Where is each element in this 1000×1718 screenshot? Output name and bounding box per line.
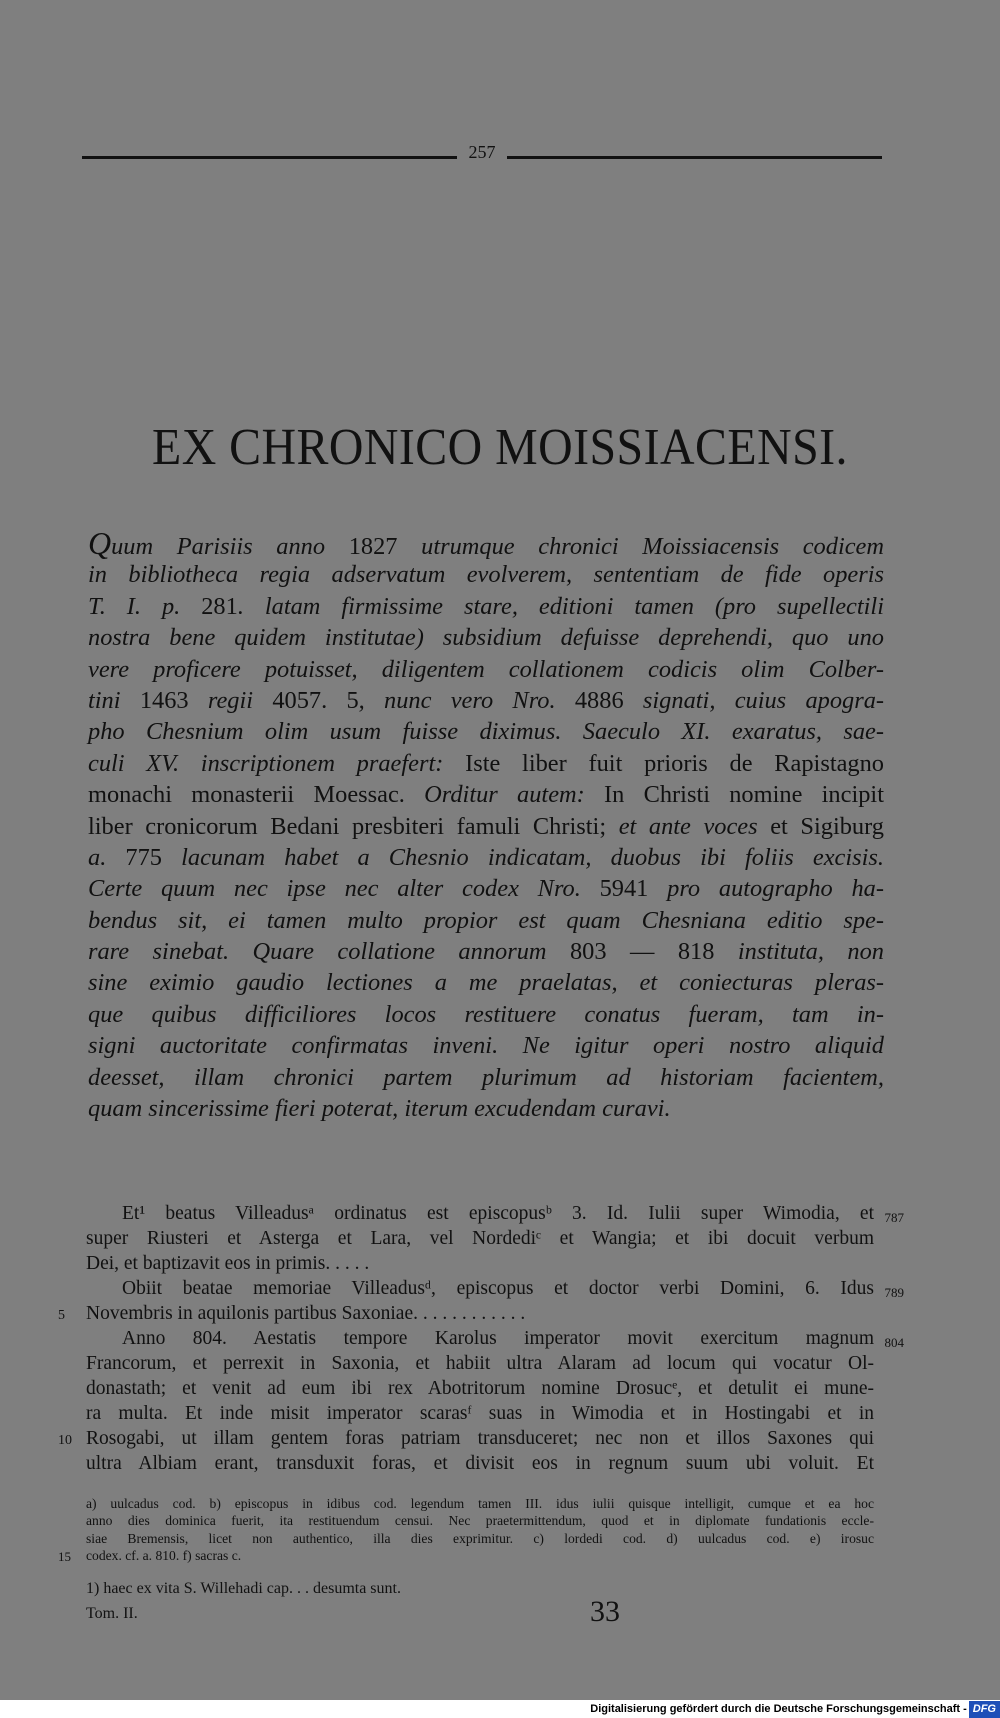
preface-segment: deesset, illam chronici partem plurimum ad historiam facientem,: [88, 1063, 884, 1091]
margin-year: 787: [884, 1210, 904, 1225]
chronicle-line: [58, 1451, 904, 1476]
chronicle-line: [58, 1401, 904, 1426]
preface-segment: 775: [125, 843, 162, 871]
initial-letter: Q: [88, 525, 112, 561]
preface-paragraph: [88, 525, 885, 1124]
chronicle-line: [58, 1276, 904, 1301]
page-title: EX CHRONICO MOISSIACENSI.: [152, 419, 848, 476]
preface-segment: 1463: [139, 686, 189, 714]
preface-line: [88, 873, 884, 904]
preface-segment: rare sinebat. Quare collatione annorum: [88, 938, 570, 966]
footnote-text: codex. cf. a. 810. f) sacras c.: [86, 1547, 242, 1563]
preface-segment: regii: [188, 686, 273, 714]
preface-segment: lacunam habet a Chesnio indicatam, duobus ibi foliis excisis.: [162, 843, 885, 871]
preface-segment: quam sincerissime fieri poterat, iterum excudendam curavi.: [88, 1095, 671, 1123]
preface-segment: et ante voces: [606, 812, 771, 840]
preface-segment: Certe quum nec ipse nec alter codex Nro.: [88, 875, 600, 903]
preface-segment: vere proficere potuisset, diligentem collationem codicis olim Colber-: [88, 655, 884, 683]
preface-line: [88, 905, 884, 936]
chronicle-text-line: ultra Albiam erant, transduxit foras, et divisit eos in regnum suum ubi voluit. Et: [86, 1453, 874, 1474]
dfg-logo: DFG: [969, 1701, 1000, 1718]
preface-segment: instituta, non: [714, 938, 885, 966]
chronicle-text-line: Francorum, et perrexit in Saxonia, et habiit ultra Alaram ad locum qui vocatur Ol-: [86, 1353, 874, 1374]
preface-segment: Iste liber fuit prioris de Rapistagno: [465, 749, 885, 777]
volume-signature: Tom. II.: [86, 1605, 138, 1622]
head-rule-left: [82, 156, 457, 159]
preface-segment: 5941: [599, 875, 649, 903]
preface-line: [88, 685, 884, 716]
preface-segment: et Sigiburg: [770, 812, 884, 840]
preface-segment: nostra bene quidem institutae) subsidium defuisse deprehendi, quo uno: [88, 624, 884, 652]
preface-line: [88, 559, 884, 590]
footnote-line: [58, 1530, 904, 1547]
preface-line: [88, 967, 884, 998]
preface-line: [88, 748, 884, 779]
footnote-line: [58, 1512, 904, 1529]
preface-segment: pho Chesnium olim usum fuisse diximus. Saeculo XI. exaratus, sae-: [88, 718, 884, 746]
preface-line: [88, 842, 884, 873]
preface-line: [88, 622, 884, 653]
preface-segment: que quibus difficiliores locos restituere conatus fueram, tam in-: [88, 1000, 884, 1028]
preface-segment: Orditur autem:: [404, 781, 605, 809]
margin-year: 804: [884, 1335, 904, 1350]
preface-segment: pro autographo ha-: [648, 875, 884, 903]
running-head: [82, 140, 882, 170]
preface-segment: , nunc vero Nro.: [358, 686, 575, 714]
preface-segment: 4057. 5: [272, 686, 359, 714]
chronicle-line: [58, 1226, 904, 1251]
preface-line: [88, 525, 884, 561]
chronicle-line: [58, 1351, 904, 1376]
chronicle-line: [58, 1326, 904, 1351]
chronicle-text-line: Obiit beatae memoriae Villeadusᵈ, episcopus et doctor verbi Domini, 6. Idus: [122, 1278, 874, 1299]
preface-segment: a.: [88, 843, 126, 871]
preface-line: [88, 936, 884, 967]
source-note: 1) haec ex vita S. Willehadi cap. . . desumta sunt.: [86, 1580, 401, 1597]
preface-segment: . latam firmissime stare, editioni tamen (pro supellectili: [237, 592, 884, 620]
chronicle-line: [58, 1376, 904, 1401]
margin-year: 789: [884, 1285, 904, 1300]
chronicle-line: [58, 1301, 904, 1326]
chronicle-line: [58, 1201, 904, 1226]
chronicle-text-line: Rosogabi, ut illam gentem foras patriam transduceret; nec non et illos Saxones qui: [86, 1428, 874, 1449]
chronicle-line: [58, 1426, 904, 1451]
page-number: 257: [468, 142, 496, 162]
preface-segment: T. I. p.: [88, 592, 202, 620]
preface-segment: 4886: [574, 686, 624, 714]
line-number: 5: [58, 1308, 65, 1323]
preface-segment: bendus sit, ei tamen multo propior est quam Chesniana editio spe-: [88, 906, 884, 934]
preface-segment: in bibliotheca regia adservatum evolverem, sententiam de fide operis: [88, 561, 884, 589]
preface-line: [88, 1093, 884, 1124]
preface-line: [88, 811, 884, 842]
footnote-line: [58, 1547, 904, 1564]
preface-segment: 281: [201, 592, 238, 620]
preface-segment: sine eximio gaudio lectiones a me praelatas, et coniecturas pleras-: [88, 969, 884, 997]
preface-line: [88, 716, 884, 747]
preface-line: [88, 591, 884, 622]
chronicle-text-line: Novembris in aquilonis partibus Saxoniae. . . . . . . . . . . .: [86, 1303, 526, 1324]
digitization-footer: [0, 1701, 1000, 1718]
head-rule-right: [507, 156, 882, 159]
footnote-text: anno dies dominica fuerit, ita restituendum censui. Nec praetermittendum, quod et in diplomate fundationis eccle-: [86, 1513, 874, 1529]
preface-segment: signati, cuius apogra-: [623, 686, 885, 714]
preface-segment: monachi monasterii Moessac.: [88, 781, 405, 809]
footnotes: [58, 1495, 904, 1564]
preface-line: [88, 1030, 884, 1061]
preface-line: [88, 999, 884, 1030]
line-number: 15: [58, 1548, 71, 1564]
sheet-number: 33: [590, 1595, 620, 1628]
chronicle-text-line: super Riusteri et Asterga et Lara, vel Nordediᶜ et Wangia; et ibi docuit verbum: [86, 1228, 874, 1249]
line-number: 10: [58, 1433, 72, 1448]
preface-segment: utrumque chronici Moissiacensis codicem: [397, 533, 884, 560]
chronicle-line: [58, 1251, 904, 1276]
preface-line: [88, 779, 884, 810]
footnote-text: a) uulcadus cod. b) episcopus in idibus cod. legendum tamen III. idus iulii quisque intelligit, cumque et ea hoc: [86, 1496, 874, 1511]
chronicle-text-line: ra multa. Et inde misit imperator scarasᶠ suas in Wimodia et in Hostingabi et in: [86, 1403, 874, 1424]
preface-line: [88, 1062, 884, 1093]
preface-segment: 1827: [348, 533, 398, 560]
preface-segment: In Christi nomine incipit: [604, 781, 884, 809]
preface-segment: culi XV. inscriptionem praefert:: [88, 749, 466, 777]
chronicle-text-line: donastath; et venit ad eum ibi rex Abotritorum nomine Drosucᵉ, et detulit ei mune-: [86, 1378, 874, 1399]
chronicle-text-line: Dei, et baptizavit eos in primis. . . . .: [86, 1253, 370, 1274]
preface-segment: liber cronicorum Bedani presbiteri famuli Christi;: [88, 812, 607, 840]
preface-segment: tini: [88, 686, 140, 714]
chronicle-text: [58, 1201, 904, 1476]
chronicle-text-line: Et¹ beatus Villeadusᵃ ordinatus est episcopusᵇ 3. Id. Iulii super Wimodia, et: [122, 1203, 874, 1224]
preface-segment: signi auctoritate confirmatas inveni. Ne igitur operi nostro aliquid: [88, 1032, 884, 1060]
footnote-text: siae Bremensis, licet non authentico, illa dies exprimitur. c) lordedi cod. d) uulcadus cod. e) irosuc: [86, 1530, 874, 1546]
chronicle-text-line: Anno 804. Aestatis tempore Karolus imperator movit exercitum magnum: [122, 1328, 874, 1349]
preface-segment: 803 — 818: [569, 938, 715, 966]
footer-text: Digitalisierung gefördert durch die Deutsche Forschungsgemeinschaft -: [590, 1703, 967, 1715]
preface-segment: Quum Parisiis anno: [88, 525, 349, 561]
preface-line: [88, 654, 884, 685]
footnote-line: [58, 1495, 904, 1512]
